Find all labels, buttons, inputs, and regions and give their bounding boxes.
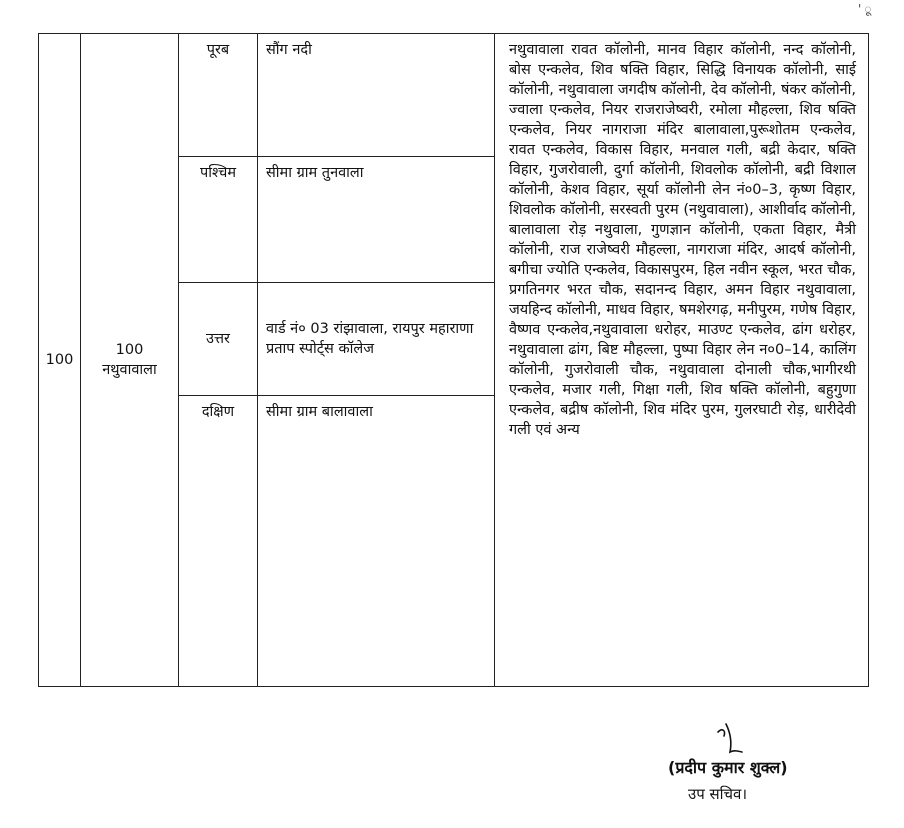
boundary-direction-west xyxy=(179,157,258,283)
signature-mark xyxy=(712,718,746,758)
boundary-description-text: सीमा ग्राम बालावाला xyxy=(266,404,373,420)
boundary-description-text: सौंग नदी xyxy=(266,42,312,58)
ward-areas-cell xyxy=(495,34,869,687)
ward-areas-text: नथुवावाला रावत कॉलोनी, मानव विहार कॉलोनी, नन्द कॉलोनी, बोस एन्कलेव, शिव षक्ति विहार, सिद्धि विनायक कॉलोनी, साई कॉलोनी, नथुवावाला जगदीष कॉलोनी, देव कॉलोनी, षंकर कॉलोनी, ज्वाला एन्कलेव, नियर राजराजेष्वरी, रमोला मौहल्ला, शिव षक्ति एन्कलेव, नियर नागराजा मंदिर बालावाला,पुरूशोतम एन्कलेव, रावत एन्कलेव, विकास विहार, मनवाल गली, बद्री केदार, षक्ति विहार, गुजरोवाली, दुर्गा कॉलोनी, शिवलोक कॉलोनी, बद्री विशाल कॉलोनी, केशव विहार, सूर्या कॉलोनी लेन नं०0–3, कृष्ण विहार, शिवलोक कॉलोनी, सरस्वती पुरम (नथुवावाला), आशीर्वाद कॉलोनी, बालावाला रोड़ नथुवाला, गुणज्ञान कॉलोनी, एकता विहार, मैत्री कॉलोनी, राज राजेष्वरी मौहल्ला, नागराजा मंदिर, आदर्ष कॉलोनी, बगीचा ज्योति एन्कलेव, विकासपुरम, हिल नवीन स्कूल, भरत चौक, प्रगतिनगर भरत चौक, सदानन्द विहार, अमन विहार नथुवावाला, जयहिन्द कॉलोनी, माधव विहार, षमशेरगढ़, मनीपुरम, गणेष विहार, वैष्णव एन्कलेव,नथुवावाला धरोहर, माउण्ट एन्कलेव, ढांग धरोहर, नथुवावाला ढांग, बिष्ट मौहल्ला, पुष्पा विहार लेन न०0–14, कालिंग कॉलोनी, गुजरोवाली चौक, नथुवावाला दोनाली चौक,भागीरथी एन्कलेव, मजार गली, गिक्षा गली, शिव षक्ति कॉलोनी, बहुगुणा एन्कलेव, बद्रीष कॉलोनी, शिव मंदिर पुरम, गुलरघाटी रोड़, धारीदेवी गली एवं अन्य xyxy=(509,42,856,438)
boundary-direction-label: पश्चिम xyxy=(199,165,237,181)
boundary-description-south xyxy=(258,396,495,687)
ward-name: नथुवावाला xyxy=(102,362,157,378)
boundary-direction-label: पूरब xyxy=(206,42,230,58)
boundary-description-text: सीमा ग्राम तुनवाला xyxy=(266,165,364,181)
ward-serial: 100 xyxy=(45,352,74,368)
page-corner-mark: ' ू xyxy=(858,2,872,16)
boundary-description-west xyxy=(258,157,495,283)
boundary-direction-label: दक्षिण xyxy=(201,404,235,420)
boundary-description-text: वार्ड नं० 03 रांझावाला, रायपुर महाराणा प्रताप स्पोर्ट्स कॉलेज xyxy=(266,321,474,357)
boundary-direction-north xyxy=(179,283,258,396)
signatory-designation: उप सचिव। xyxy=(688,785,748,803)
boundary-direction-east xyxy=(179,34,258,157)
table-row xyxy=(39,34,869,157)
boundary-description-east xyxy=(258,34,495,157)
boundary-description-north xyxy=(258,283,495,396)
ward-serial-cell xyxy=(39,34,81,687)
boundary-direction-south xyxy=(179,396,258,687)
signatory-name: (प्रदीप कुमार शुक्ल) xyxy=(668,758,788,777)
ward-name-cell xyxy=(81,34,179,687)
ward-boundary-table xyxy=(38,33,869,687)
boundary-direction-label: उत्तर xyxy=(206,331,230,347)
ward-name-number: 100 xyxy=(115,342,144,358)
